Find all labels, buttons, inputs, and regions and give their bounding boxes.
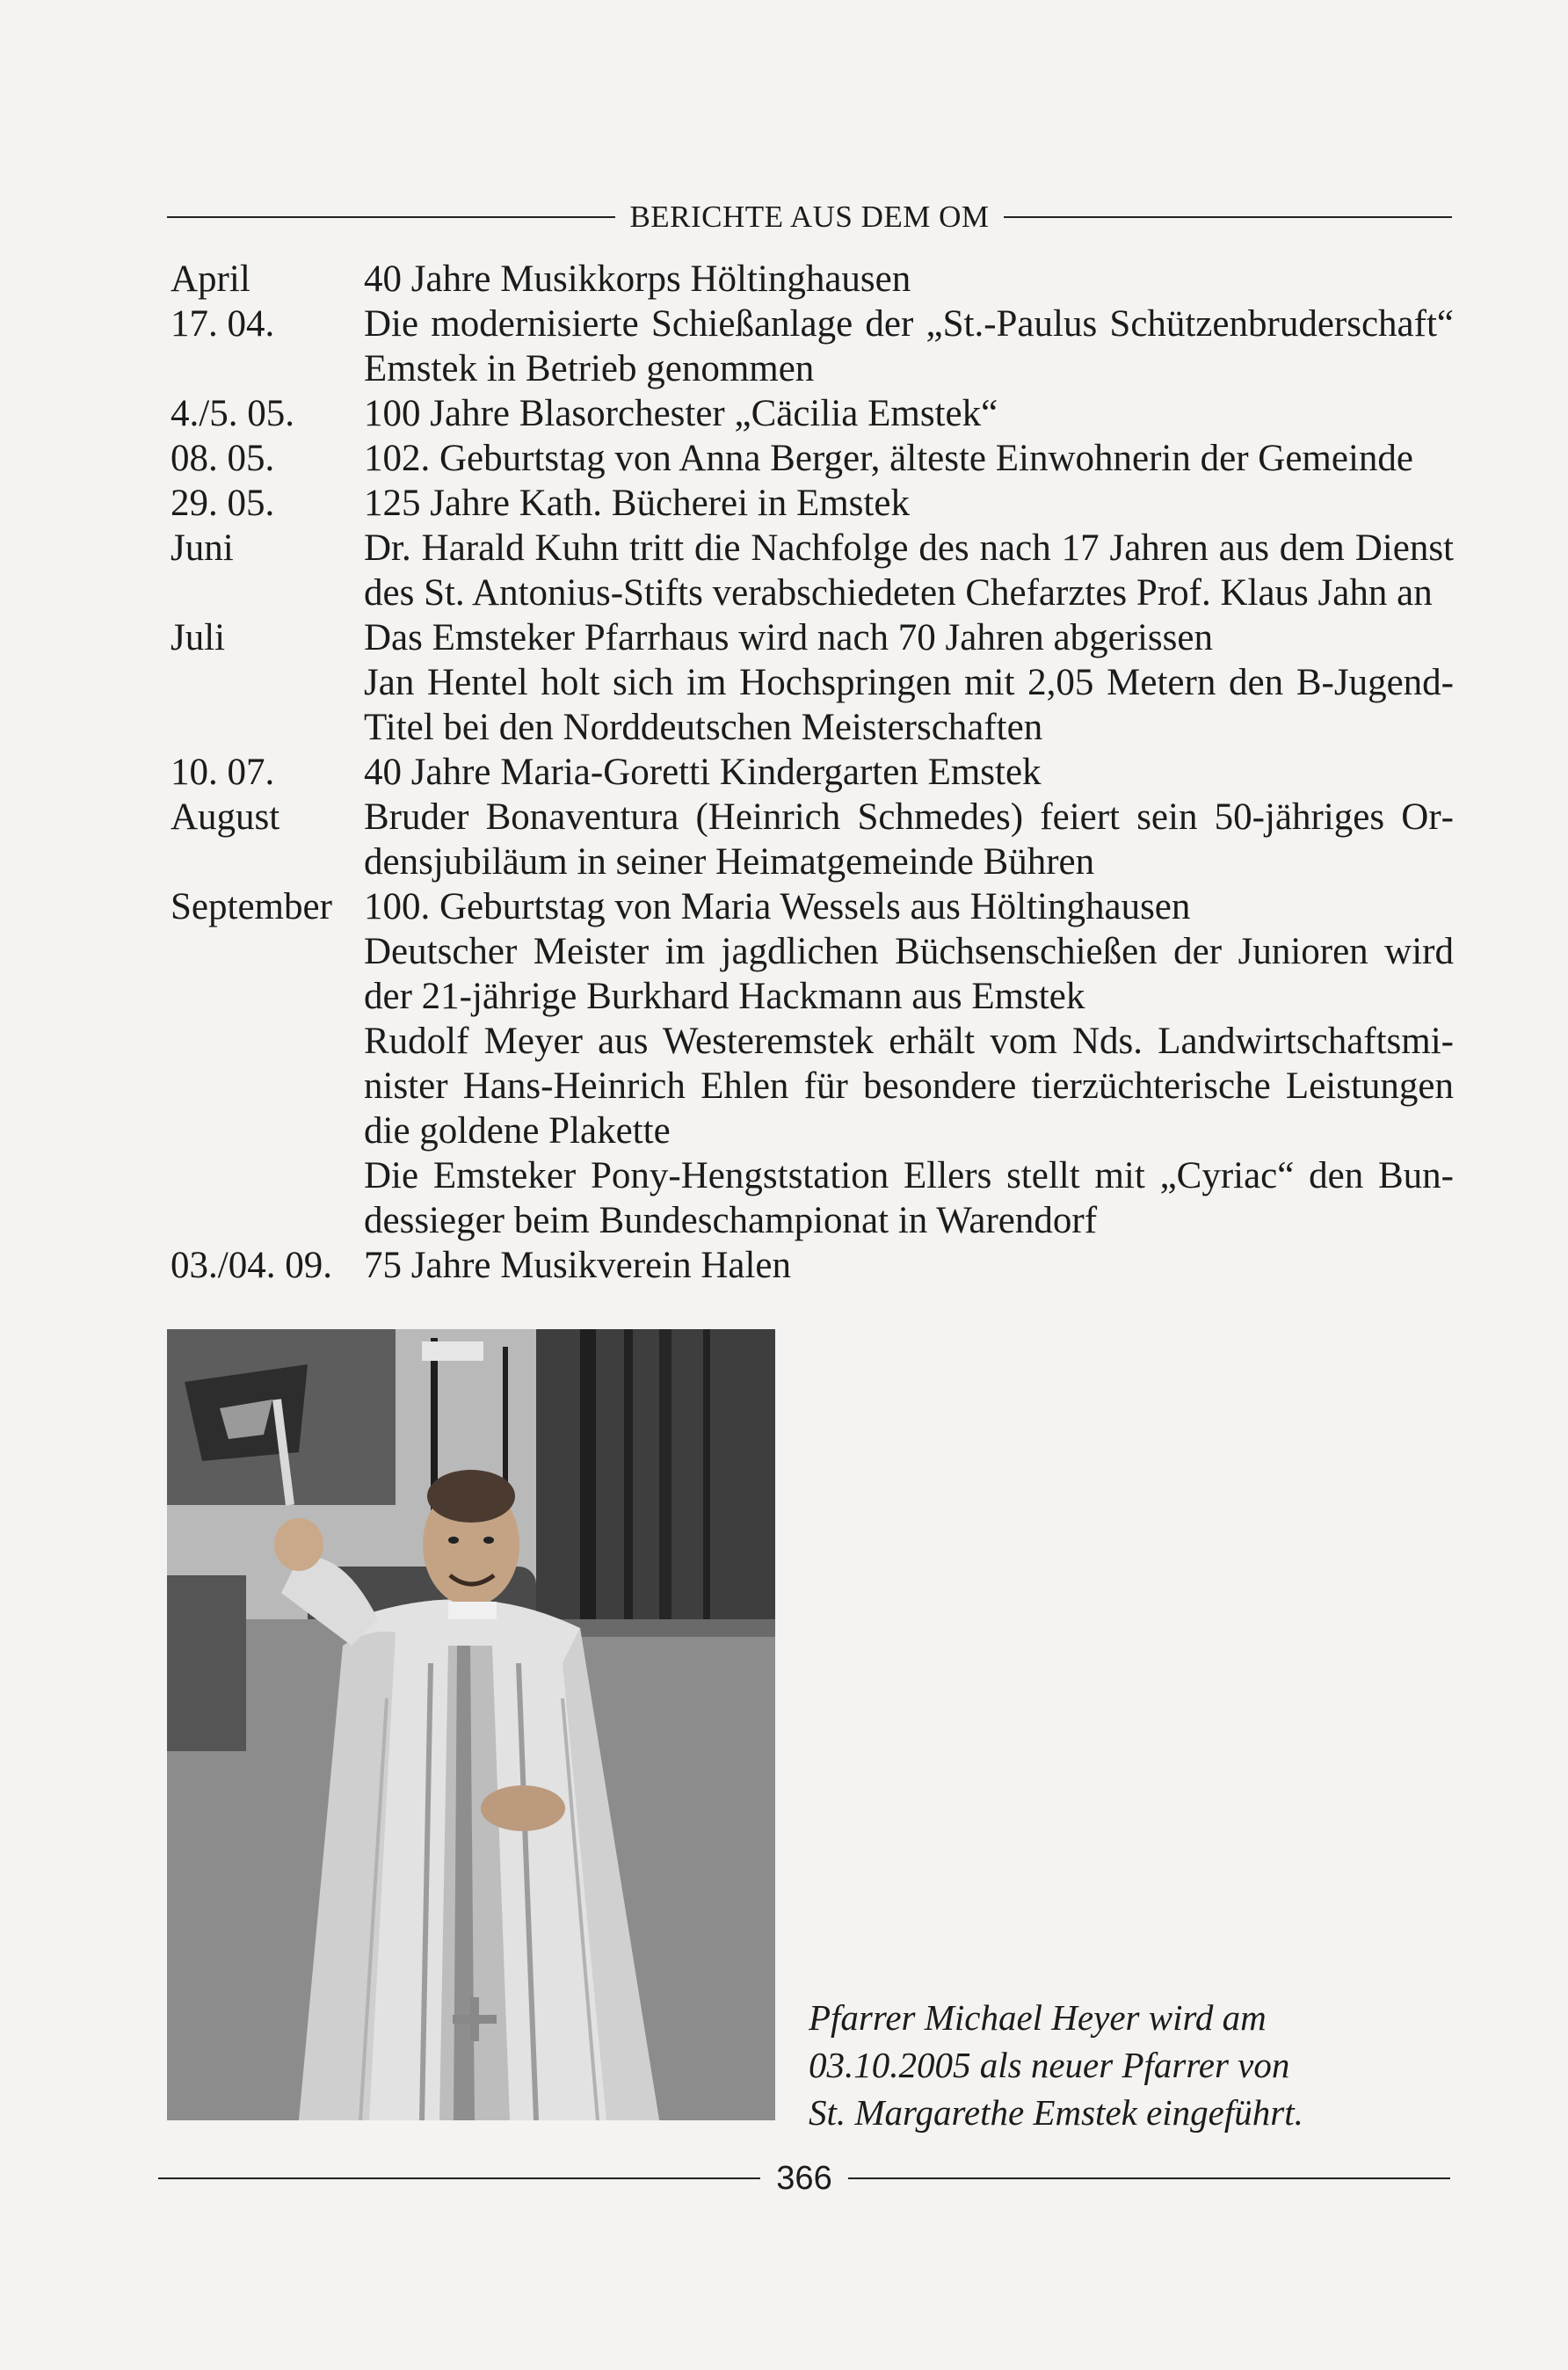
- chronicle-entry: [171, 257, 1454, 302]
- chronicle-entry: [171, 436, 1454, 481]
- entry-text: 102. Geburtstag von Anna Berger, älteste Einwohnerin der Gemeinde: [364, 438, 1413, 479]
- entry-text: 100 Jahre Blasorchester „Cäcilia Emstek“: [364, 393, 998, 434]
- running-head: [167, 195, 1452, 239]
- entry-text: 125 Jahre Kath. Bücherei in Emstek: [364, 483, 910, 524]
- priest-photo-image: [167, 1329, 775, 2120]
- entry-text: Die Emsteker Pony-Hengststation Ellers stellt mit „Cyriac“ den Bundessieger beim Bundeschampionat in Warendorf: [364, 1155, 1454, 1241]
- caption-line: 03.10.2005 als neuer Pfarrer von: [809, 2045, 1290, 2085]
- chronicle-entry: [171, 750, 1454, 795]
- chronicle-entry: [171, 526, 1454, 615]
- priest-photo: [167, 1329, 775, 2120]
- entry-text: 75 Jahre Musikverein Halen: [364, 1245, 791, 1286]
- chronicle-list: [171, 257, 1454, 1288]
- chronicle-entry: [171, 481, 1454, 526]
- entry-text: Deutscher Meister im jagdlichen Büchsenschießen der Junioren wird der 21-jährige Burkhard Hackmann aus Emstek: [364, 931, 1454, 1017]
- entry-date: Juli: [171, 617, 226, 658]
- entry-date: 29. 05.: [171, 483, 275, 524]
- chronicle-entry: [171, 391, 1454, 436]
- entry-date: August: [171, 796, 280, 838]
- photo-caption: [809, 1994, 1441, 2136]
- entry-text: Dr. Harald Kuhn tritt die Nachfolge des nach 17 Jahren aus dem Dienst des St. Antonius-Stifts verabschiedeten Chefarztes Prof. Klaus Jahn an: [364, 527, 1454, 614]
- entry-date: 17. 04.: [171, 303, 275, 345]
- entry-date: [171, 1153, 364, 1243]
- chronicle-entry: [171, 660, 1454, 750]
- entry-text: 40 Jahre Musikkorps Höltinghausen: [364, 258, 911, 300]
- header-rule-right: [1004, 216, 1452, 218]
- entry-date: 08. 05.: [171, 438, 275, 479]
- entry-date: Juni: [171, 527, 234, 569]
- page-footer: [158, 2152, 1450, 2205]
- entry-text: Das Emsteker Pfarrhaus wird nach 70 Jahren abgerissen: [364, 617, 1213, 658]
- header-rule-left: [167, 216, 615, 218]
- entry-date: April: [171, 258, 250, 300]
- entry-text: 40 Jahre Maria-Goretti Kindergarten Emstek: [364, 752, 1042, 793]
- entry-text: 100. Geburtstag von Maria Wessels aus Höltinghausen: [364, 886, 1191, 927]
- entry-date: 4./5. 05.: [171, 393, 294, 434]
- entry-date: 03./04. 09.: [171, 1245, 332, 1286]
- entry-date: September: [171, 886, 332, 927]
- footer-rule-left: [158, 2177, 760, 2179]
- entry-date: [171, 660, 364, 750]
- chronicle-entry: [171, 302, 1454, 391]
- entry-text: Rudolf Meyer aus Westeremstek erhält vom Nds. Landwirtschaftsminister Hans-Heinrich Ehlen für besondere tierzüchterische Leistungen die goldene Plakette: [364, 1021, 1454, 1152]
- street-sign: [422, 1341, 483, 1361]
- page-number: 366: [776, 2159, 832, 2197]
- entry-date: [171, 929, 364, 1019]
- chronicle-entry: [171, 929, 1454, 1019]
- entry-text: Die modernisierte Schießanlage der „St.-Paulus Schützenbruderschaft“ Emstek in Betrieb genommen: [364, 303, 1454, 389]
- entry-date: [171, 1019, 364, 1153]
- chronicle-entry: [171, 615, 1454, 660]
- entry-date: 10. 07.: [171, 752, 275, 793]
- entry-text: Jan Hentel holt sich im Hochspringen mit 2,05 Metern den B-Jugend-Titel bei den Norddeutschen Meisterschaften: [364, 662, 1454, 748]
- chronicle-entry: [171, 1243, 1454, 1288]
- footer-rule-right: [848, 2177, 1450, 2179]
- running-head-title: BERICHTE AUS DEM OM: [629, 200, 990, 234]
- chronicle-entry: [171, 1019, 1454, 1153]
- entry-text: Bruder Bonaventura (Heinrich Schmedes) feiert sein 50-jähriges Ordensjubiläum in seiner Heimatgemeinde Bühren: [364, 796, 1454, 883]
- caption-line: St. Margarethe Emstek eingeführt.: [809, 2092, 1303, 2133]
- chronicle-entry: [171, 884, 1454, 929]
- chronicle-entry: [171, 795, 1454, 884]
- chronicle-entry: [171, 1153, 1454, 1243]
- caption-line: Pfarrer Michael Heyer wird am: [809, 1997, 1267, 2038]
